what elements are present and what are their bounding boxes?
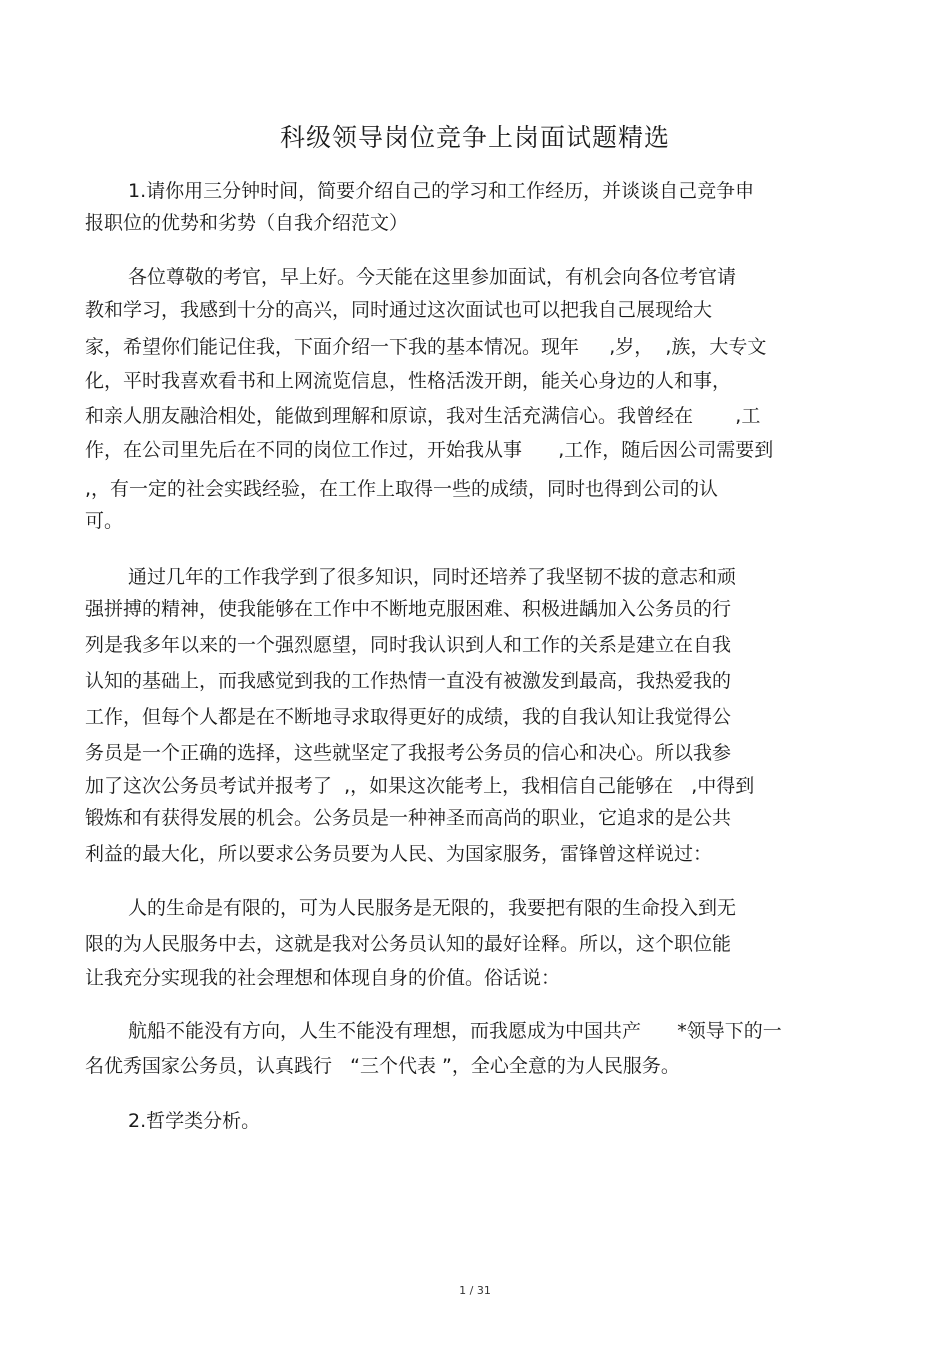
paragraph-2-line: 务员是一个正确的选择，这些就坚定了我报考公务员的信心和决心。所以我参 bbox=[85, 742, 732, 764]
paragraph-2-line: 工作，但每个人都是在不断地寻求取得更好的成绩，我的自我认知让我觉得公 bbox=[85, 706, 732, 728]
page-number: 1 / 31 bbox=[459, 1284, 491, 1297]
paragraph-4-line: 航船不能没有方向，人生不能没有理想，而我愿成为中国共产 *领导下的一 bbox=[128, 1020, 782, 1042]
paragraph-3-line: 限的为人民服务中去，这就是我对公务员认知的最好诠释。所以，这个职位能 bbox=[85, 933, 732, 955]
question-1-line: 1.请你用三分钟时间，简要介绍自己的学习和工作经历，并谈谈自己竞争申 bbox=[128, 180, 755, 202]
paragraph-2-line: 锻炼和有获得发展的机会。公务员是一种神圣而高尚的职业，它追求的是公共 bbox=[85, 807, 732, 829]
paragraph-2-line: 认知的基础上，而我感觉到我的工作热情一直没有被激发到最高，我热爱我的 bbox=[85, 670, 732, 692]
paragraph-1-line: 化，平时我喜欢看书和上网流览信息，性格活泼开朗，能关心身边的人和事， bbox=[85, 370, 732, 392]
paragraph-2-line: 利益的最大化，所以要求公务员要为人民、为国家服务，雷锋曾这样说过： bbox=[85, 843, 713, 865]
paragraph-1-line: 可。 bbox=[85, 510, 124, 532]
paragraph-1-line: 家，希望你们能记住我，下面介绍一下我的基本情况。现年 ,岁， ,族，大专文 bbox=[85, 336, 767, 358]
paragraph-2-line: 列是我多年以来的一个强烈愿望，同时我认识到人和工作的关系是建立在自我 bbox=[85, 634, 732, 656]
question-2-heading: 2.哲学类分析。 bbox=[128, 1110, 261, 1132]
paragraph-3-line: 让我充分实现我的社会理想和体现自身的价值。俗话说： bbox=[85, 967, 561, 989]
paragraph-1-line: 作，在公司里先后在不同的岗位工作过，开始我从事 ,工作，随后因公司需要到 bbox=[85, 439, 774, 461]
question-1-line: 报职位的优势和劣势（自我介绍范文） bbox=[85, 212, 409, 234]
paragraph-2-line: 加了这次公务员考试并报考了 ,，如果这次能考上，我相信自己能够在 ,中得到 bbox=[85, 775, 755, 797]
paragraph-3-line: 人的生命是有限的，可为人民服务是无限的，我要把有限的生命投入到无 bbox=[128, 897, 737, 919]
paragraph-4-line: 名优秀国家公务员，认真践行 “三个代表 ”，全心全意的为人民服务。 bbox=[85, 1055, 680, 1077]
paragraph-2-line: 通过几年的工作我学到了很多知识，同时还培养了我坚韧不拔的意志和顽 bbox=[128, 566, 737, 588]
paragraph-1-line: 和亲人朋友融洽相处，能做到理解和原谅，我对生活充满信心。我曾经在 ,工 bbox=[85, 405, 761, 427]
paragraph-2-line: 强拼搏的精神，使我能够在工作中不断地克服困难、积极进龋加入公务员的行 bbox=[85, 598, 732, 620]
paragraph-1-line: ,，有一定的社会实践经验，在工作上取得一些的成绩，同时也得到公司的认 bbox=[85, 478, 719, 500]
document-title: 科级领导岗位竞争上岗面试题精选 bbox=[279, 123, 670, 152]
paragraph-1-line: 教和学习，我感到十分的高兴，同时通过这次面试也可以把我自己展现给大 bbox=[85, 299, 713, 321]
paragraph-1-line: 各位尊敬的考官，早上好。今天能在这里参加面试，有机会向各位考官请 bbox=[128, 266, 737, 288]
